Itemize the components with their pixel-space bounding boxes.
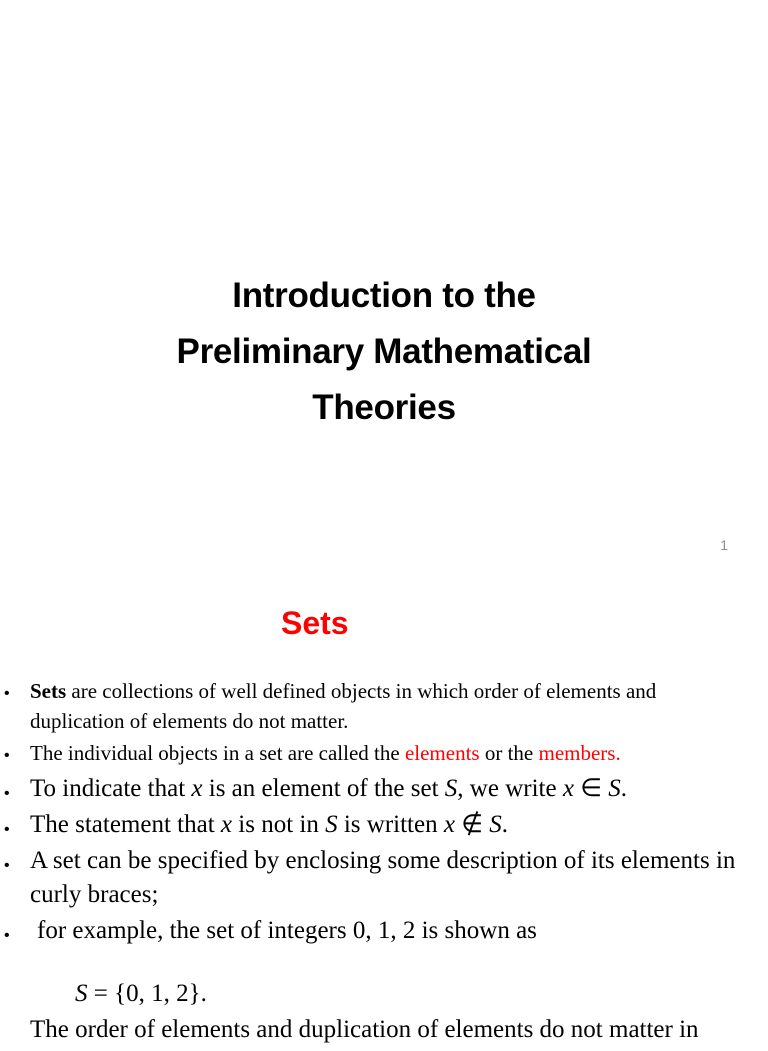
- cut-off-text: [30, 1016, 710, 1043]
- title-line-3: Theories: [312, 388, 456, 427]
- bullet-sets-definition: [0, 676, 768, 736]
- b3-a: To indicate that: [30, 775, 192, 802]
- title-line-2: Preliminary Mathematical: [176, 332, 592, 371]
- set-example: [75, 980, 207, 1008]
- term-elements: elements: [404, 741, 480, 765]
- b3-s1: S: [444, 775, 458, 802]
- b4-s1: S: [325, 811, 338, 838]
- b4-c: is written: [337, 811, 444, 838]
- bullet-curly-braces: • A set can be specified by enclosing some description of its elements in curly braces;: [0, 844, 768, 912]
- bullet-example: • for example, the set of integers 0, 1, 2 is shown as: [0, 914, 768, 948]
- term-sets: Sets: [30, 679, 67, 703]
- element-of-symbol: ∈: [573, 775, 609, 802]
- b3-e: .: [620, 775, 627, 802]
- b3-b: is an element of the set: [202, 775, 445, 802]
- title-line-1: Introduction to the: [232, 276, 536, 315]
- b3-c: , we write: [457, 775, 563, 802]
- bullet-element-of: [0, 772, 768, 806]
- b4-b: is not in: [232, 811, 326, 838]
- b3-x2: x: [562, 775, 574, 802]
- page-number: 1: [720, 537, 728, 553]
- slide-title: [0, 268, 768, 436]
- sets-definition-text: are collections of well defined objects in which order of elements and duplication of elements do not matter.: [30, 679, 657, 733]
- b4-s2: S: [489, 811, 502, 838]
- example-set: = {0, 1, 2}.: [87, 980, 207, 1007]
- b4-a: The statement that: [30, 811, 221, 838]
- bullet-elements: [0, 738, 768, 768]
- not-element-of-symbol: ∉: [454, 811, 490, 838]
- elements-or: or the: [479, 741, 539, 765]
- bullet-not-element-of: [0, 808, 768, 842]
- b4-e: .: [501, 811, 508, 838]
- sets-heading: Sets: [281, 605, 349, 641]
- term-members: members: [538, 741, 616, 765]
- b3-x1: x: [191, 775, 203, 802]
- example-var: S: [75, 980, 88, 1007]
- b4-x1: x: [220, 811, 233, 838]
- members-period: .: [615, 741, 621, 765]
- bullet-list: [0, 672, 768, 948]
- cut-off-line: The order of elements and duplication of elements do not matter in: [30, 1016, 699, 1043]
- b4-x2: x: [443, 811, 455, 838]
- b3-s2: S: [608, 775, 621, 802]
- elements-prefix: The individual objects in a set are called the: [30, 741, 405, 765]
- sets-slide: [0, 576, 768, 1043]
